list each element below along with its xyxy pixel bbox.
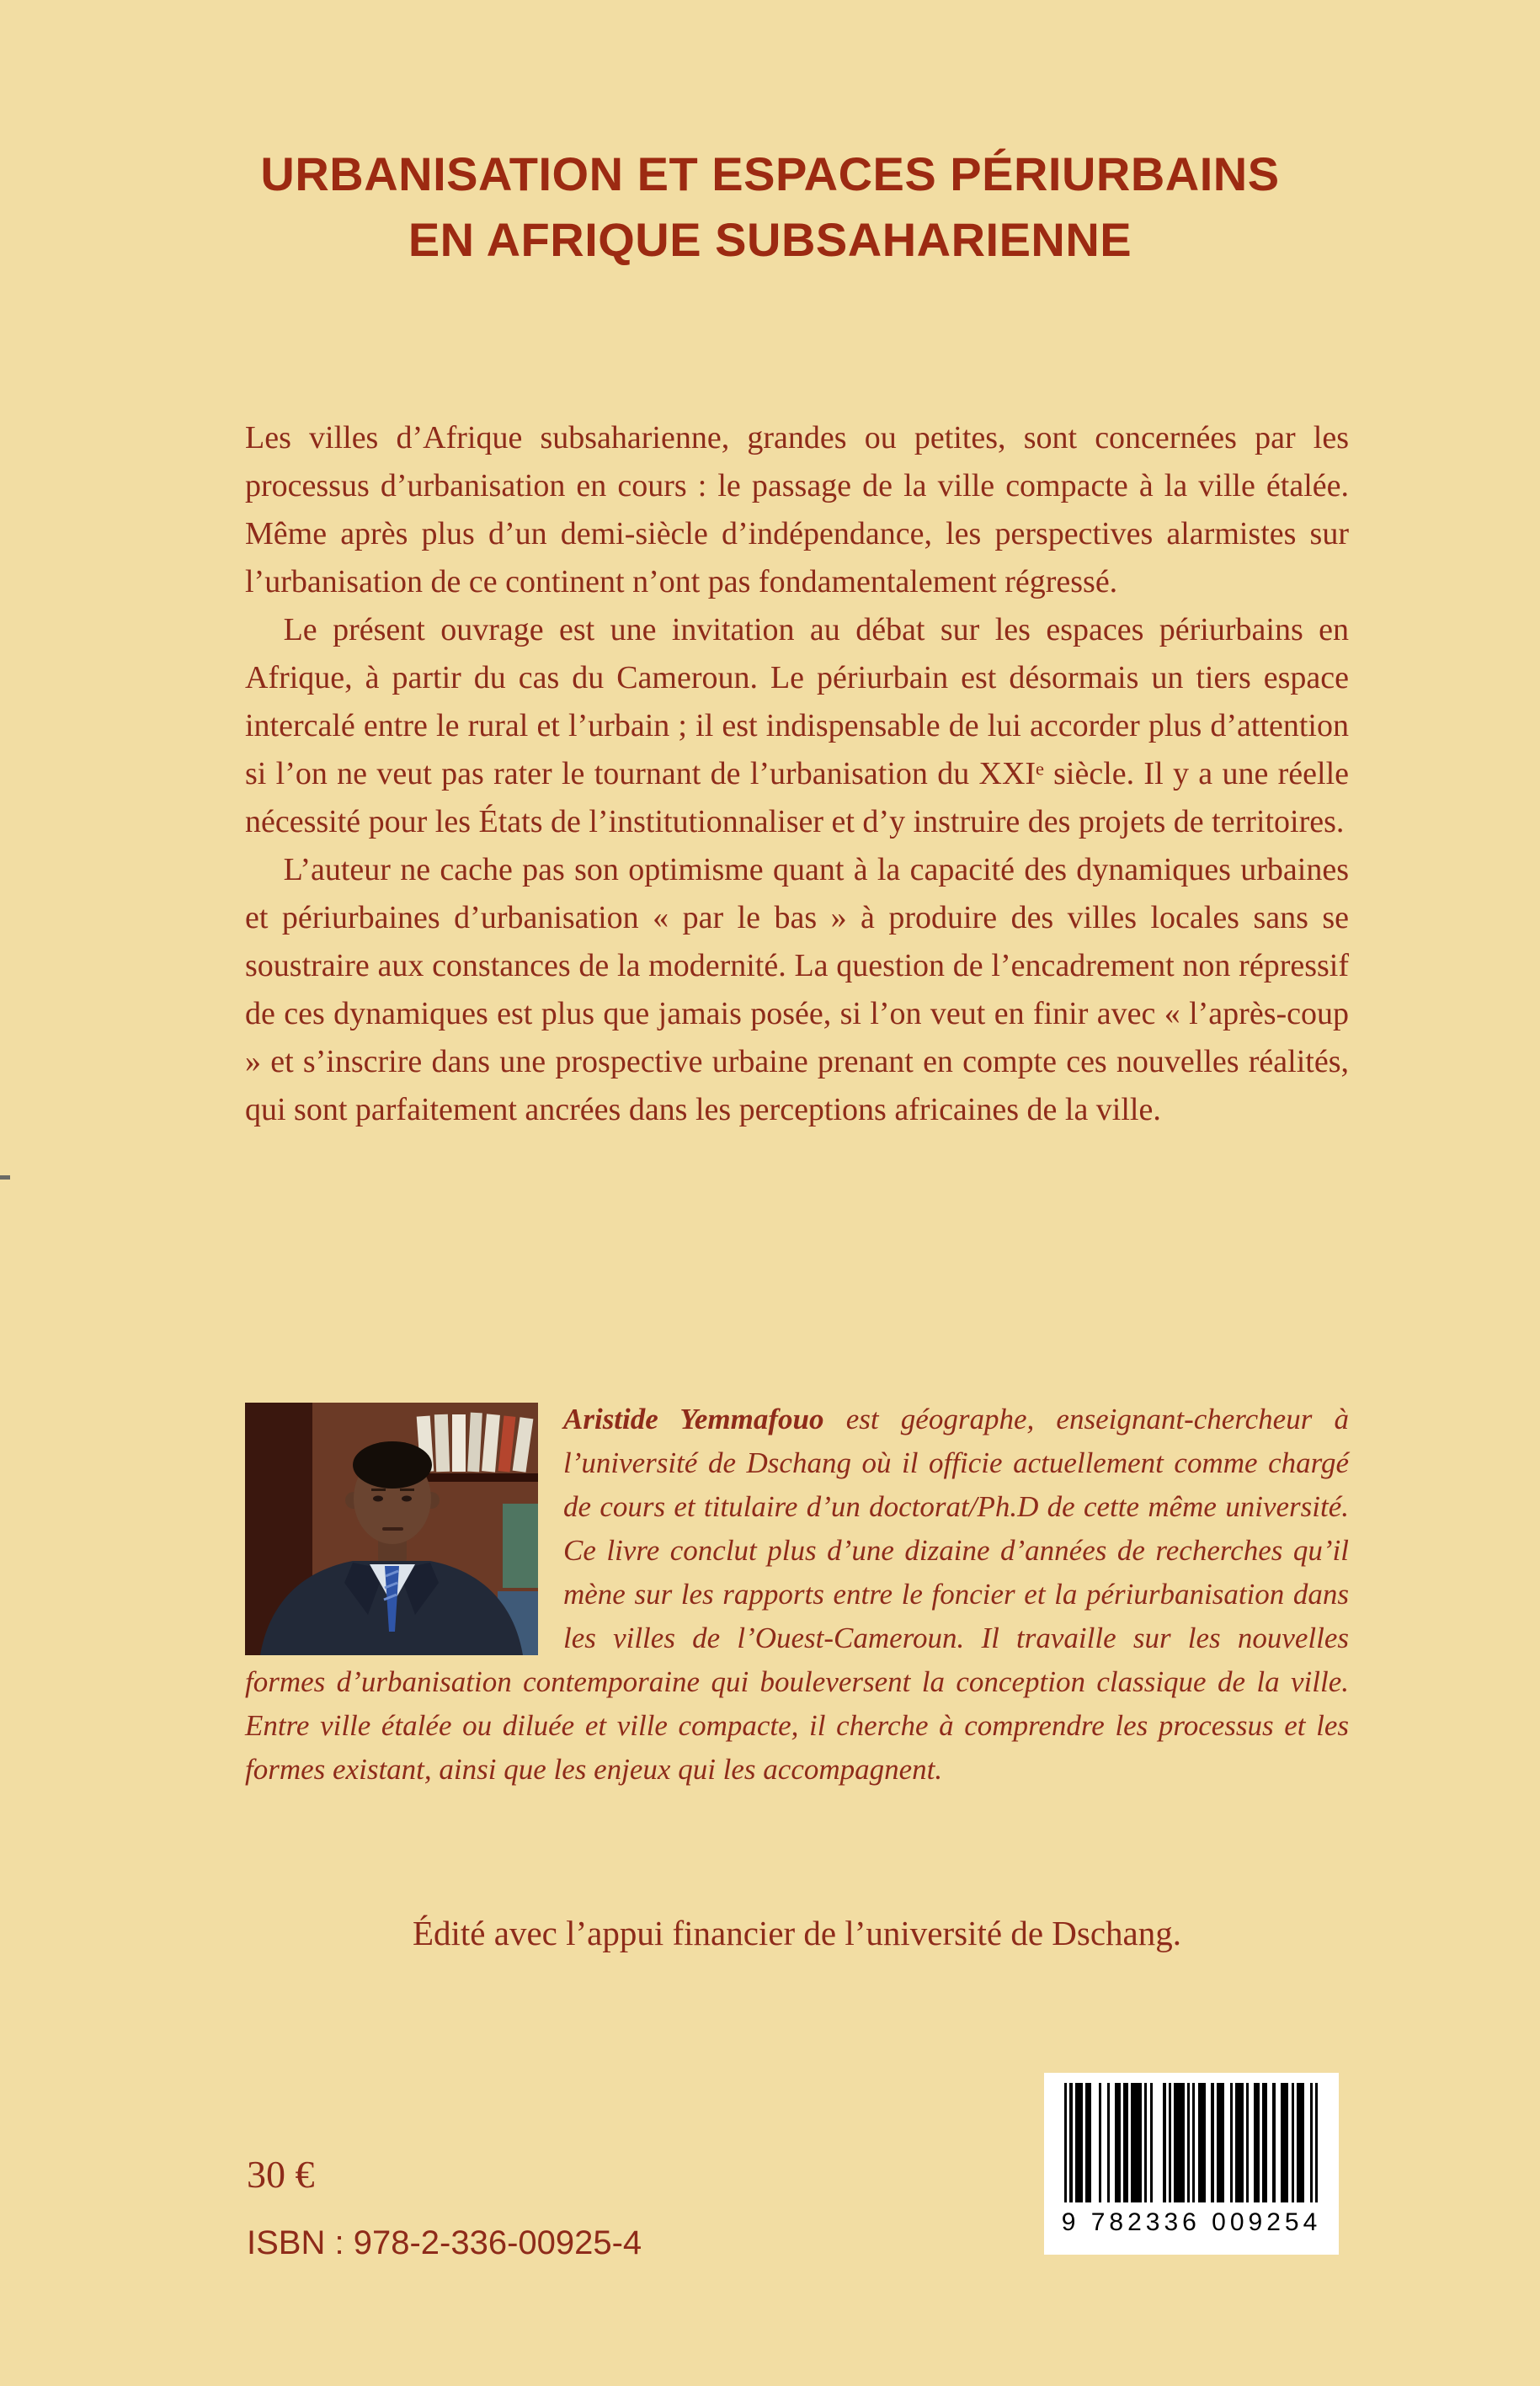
book-title-line1: URBANISATION ET ESPACES PÉRIURBAINS bbox=[260, 147, 1280, 200]
price: 30 € bbox=[247, 2153, 315, 2196]
barcode bbox=[1044, 2073, 1339, 2255]
synopsis-paragraph-3: L’auteur ne cache pas son optimisme quant à la capacité des dynamiques urbaines et périurbaines d’urbanisation « par le bas » à produire des villes locales sans se soustraire aux constances de la modernité. La question de l’encadrement non répressif de ces dynamiques est plus que jamais posée, si l’on veut en finir avec « l’après-coup » et s’inscrire dans une prospective urbaine prenant en compte ces nouvelles réalités, qui sont parfaitement ancrées dans les perceptions africaines de la ville. bbox=[245, 852, 1349, 1127]
barcode-bars bbox=[1064, 2083, 1319, 2202]
author-bio bbox=[245, 1398, 1349, 1792]
synopsis-paragraph-2: Le présent ouvrage est une invitation au débat sur les espaces périurbains en Afrique, à partir du cas du Cameroun. Le périurbain est désormais un tiers espace intercalé entre le rural et l’urbain ; il est indispensable de lui accorder plus d’attention si l’on ne veut pas rater le tournant de l’urbanisation du XXIᵉ siècle. Il y a une réelle nécessité pour les États de l’institutionnaliser et d’y instruire des projets de territoires. bbox=[245, 612, 1349, 839]
author-photo bbox=[245, 1403, 538, 1655]
synopsis-paragraph-1: Les villes d’Afrique subsaharienne, grandes ou petites, sont concernées par les processus d’urbanisation en cours : le passage de la ville compacte à la ville étalée. Même après plus d’un demi-siècle d’indépendance, les perspectives alarmistes sur l’urbanisation de ce continent n’ont pas fondamentalement régressé. bbox=[245, 420, 1349, 599]
funding-note: Édité avec l’appui financier de l’université de Dschang. bbox=[412, 1914, 1181, 1952]
author-bio-body: est géographe, enseignant-chercheur à l’université de Dschang où il officie actuellement comme chargé de cours et titulaire d’un doctorat/Ph.D de cette même université. Ce livre conclut plus d’une dizaine d’années de recherches qu’il mène sur les rapports entre le foncier et la périurbanisation dans les villes de l’Ouest-Cameroun. Il travaille sur les nouvelles formes d’urbanisation contemporaine qui bouleversent la conception classique de la ville. Entre ville étalée ou diluée et ville compacte, il cherche à comprendre les processus et les formes existant, ainsi que les enjeux qui les accompagnent. bbox=[245, 1403, 1350, 1786]
synopsis bbox=[245, 414, 1349, 1134]
isbn: ISBN : 978-2-336-00925-4 bbox=[247, 2224, 642, 2261]
barcode-digits: 9 782336 009254 bbox=[1061, 2208, 1322, 2236]
book-title bbox=[218, 141, 1322, 274]
print-edge-artifact bbox=[0, 1175, 10, 1180]
book-title-line2: EN AFRIQUE SUBSAHARIENNE bbox=[408, 213, 1132, 267]
author-name: Aristide Yemmafouo bbox=[563, 1403, 824, 1435]
